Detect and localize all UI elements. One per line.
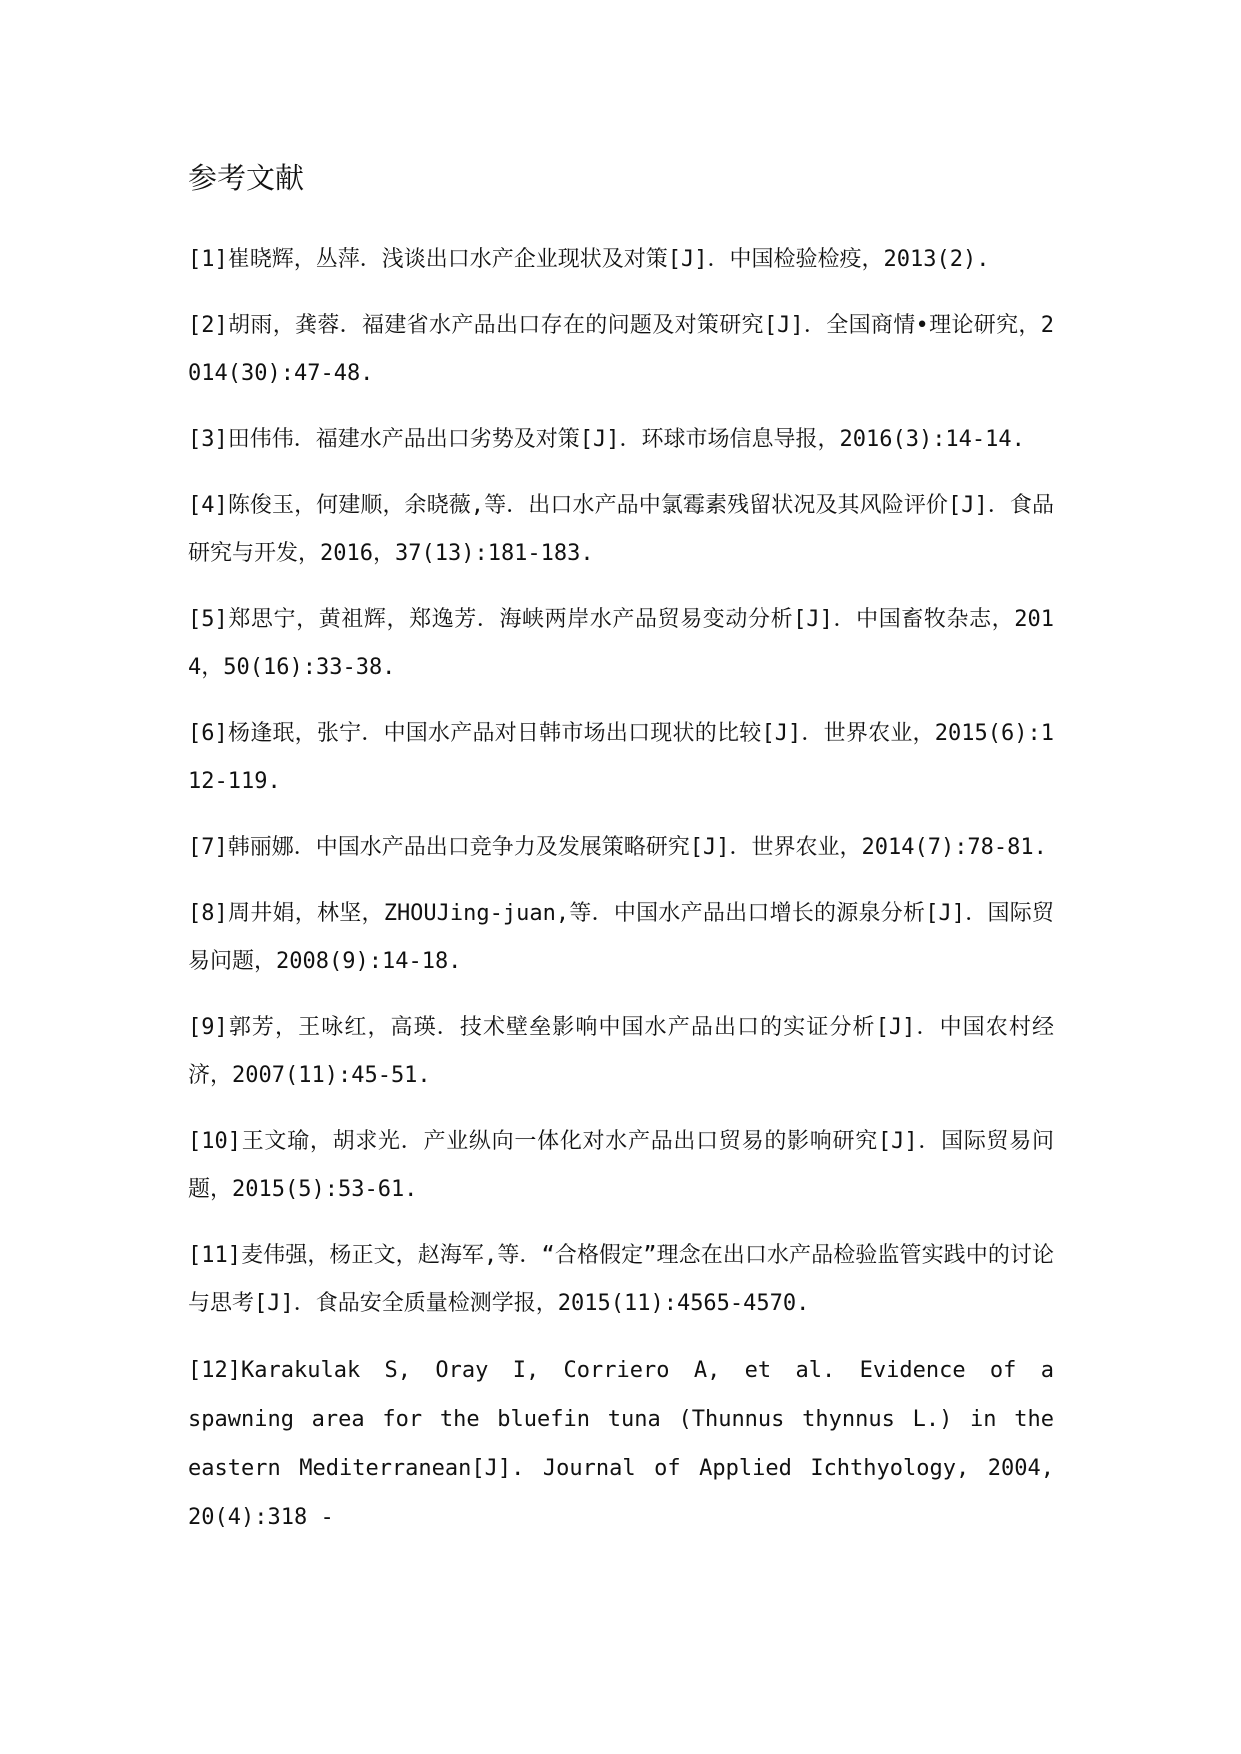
reference-item: [7]韩丽娜．中国水产品出口竞争力及发展策略研究[J]．世界农业，2014(7):78-81. xyxy=(188,835,1047,860)
reference-item: [12]Karakulak S, Oray I, Corriero A, et al. Evidence of a spawning area for the bluefin tuna (Thunnus thynnus L.) in the eastern Mediterranean[J]. Journal of Applied Ichthyology, 2004, 20(4):318 - xyxy=(188,1358,1054,1530)
reference-item: [2]胡雨，龚蓉．福建省水产品出口存在的问题及对策研究[J]．全国商情•理论研究，2014(30):47-48. xyxy=(188,313,1054,386)
reference-item: [6]杨逢珉，张宁．中国水产品对日韩市场出口现状的比较[J]．世界农业，2015(6):112-119. xyxy=(188,721,1054,794)
reference-list xyxy=(188,236,1054,1560)
reference-item: [8]周井娟，林坚，ZHOUJing-juan,等．中国水产品出口增长的源泉分析[J]．国际贸易问题，2008(9):14-18. xyxy=(188,901,1054,974)
reference-item: [11]麦伟强，杨正文，赵海军,等．“合格假定”理念在出口水产品检验监管实践中的讨论与思考[J]．食品安全质量检测学报，2015(11):4565-4570. xyxy=(188,1243,1054,1316)
reference-item: [9]郭芳，王咏红，高瑛．技术壁垒影响中国水产品出口的实证分析[J]．中国农村经济，2007(11):45-51. xyxy=(188,1015,1054,1088)
reference-item: [1]崔晓辉，丛萍．浅谈出口水产企业现状及对策[J]．中国检验检疫，2013(2). xyxy=(188,247,990,272)
references-heading: 参考文献 xyxy=(188,161,305,195)
reference-item: [4]陈俊玉，何建顺，余晓薇,等．出口水产品中氯霉素残留状况及其风险评价[J]．食品研究与开发，2016，37(13):181-183. xyxy=(188,493,1054,566)
reference-item: [5]郑思宁，黄祖辉，郑逸芳．海峡两岸水产品贸易变动分析[J]．中国畜牧杂志，2014，50(16):33-38. xyxy=(188,607,1054,680)
document-page xyxy=(188,0,1054,1754)
reference-item: [3]田伟伟．福建水产品出口劣势及对策[J]．环球市场信息导报，2016(3):14-14. xyxy=(188,427,1025,452)
reference-item: [10]王文瑜，胡求光．产业纵向一体化对水产品出口贸易的影响研究[J]．国际贸易问题，2015(5):53-61. xyxy=(188,1129,1054,1202)
